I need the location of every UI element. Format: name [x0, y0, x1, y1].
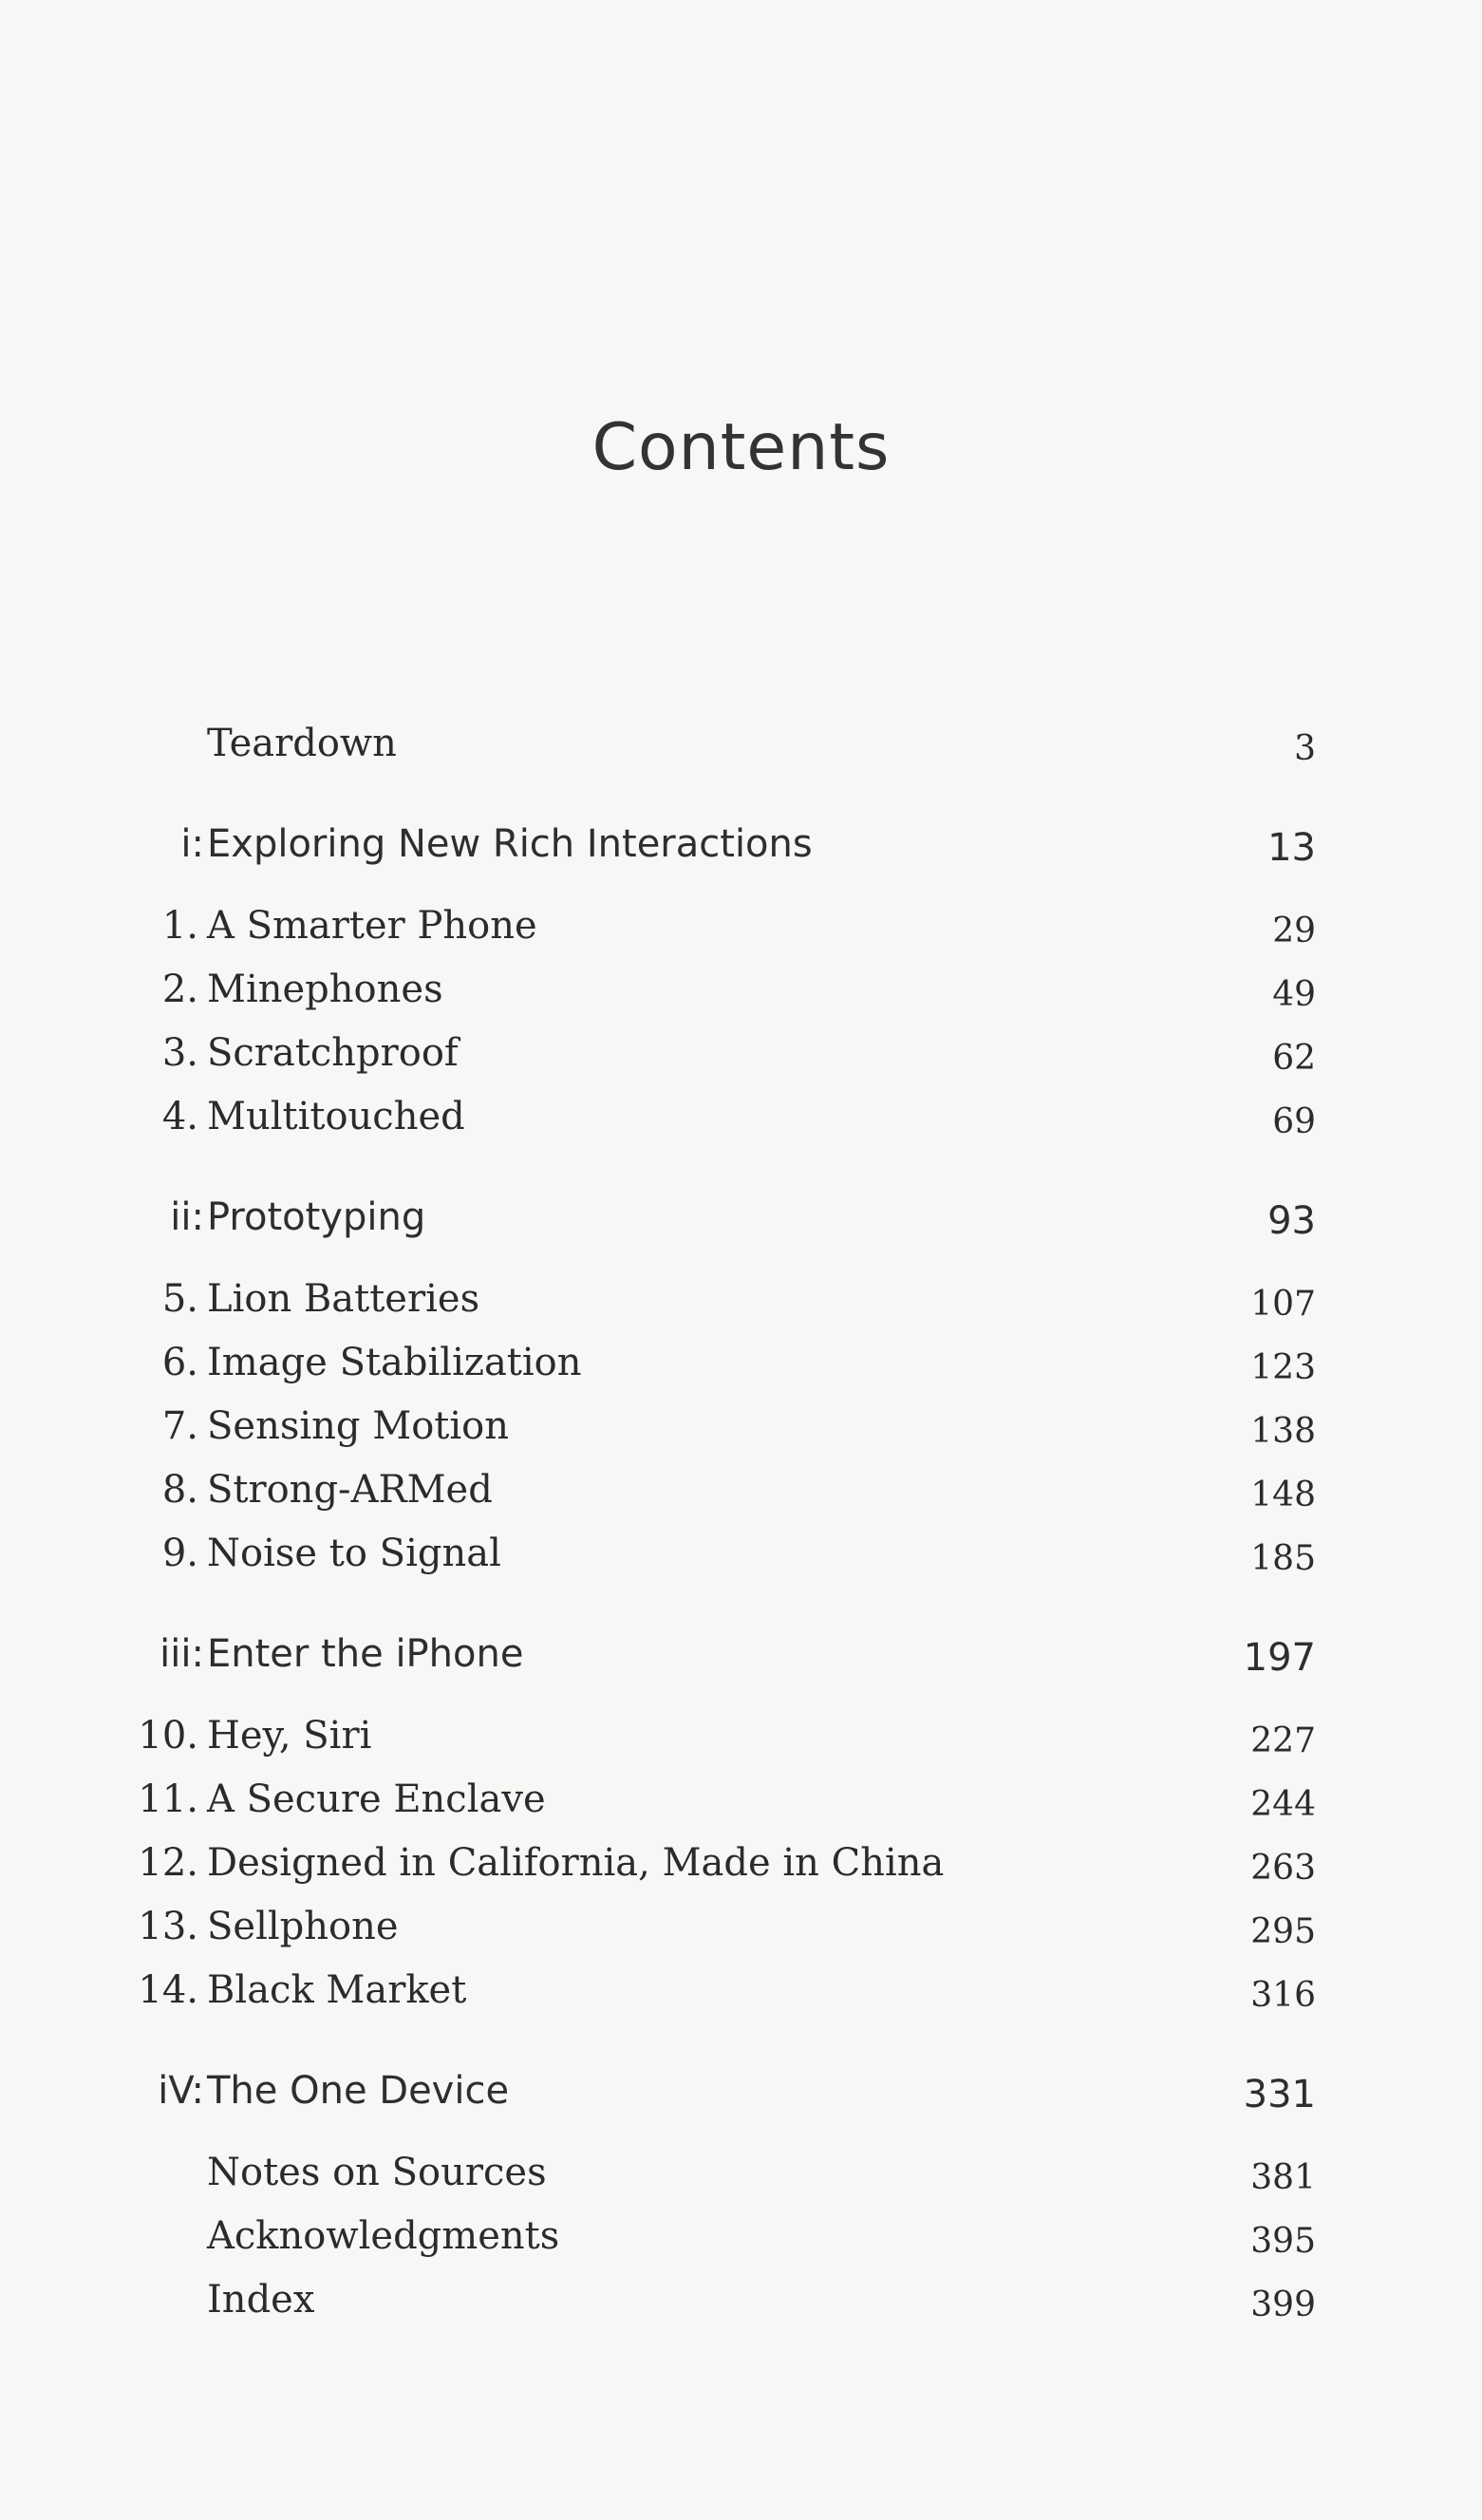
entry-title: A Smarter Phone — [207, 904, 537, 948]
part-number: ii: — [170, 1195, 204, 1239]
entry-page-number: 395 — [1250, 2222, 1316, 2261]
toc-entry — [0, 1714, 1482, 1771]
entry-page-number: 295 — [1250, 1912, 1316, 1951]
entry-page-number: 62 — [1272, 1039, 1316, 1078]
toc-entry — [0, 1095, 1482, 1152]
entry-title: Designed in California, Made in China — [207, 1841, 945, 1885]
entry-number: 14. — [138, 1968, 198, 2012]
part-title: Exploring New Rich Interactions — [207, 822, 813, 866]
toc-entry — [0, 1968, 1482, 2025]
entry-title: Sellphone — [207, 1905, 399, 1948]
toc-entry — [0, 968, 1482, 1025]
entry-page-number: 227 — [1250, 1721, 1316, 1760]
entry-number: 13. — [138, 1905, 198, 1948]
entry-title: Sensing Motion — [207, 1404, 509, 1448]
entry-number: 1. — [161, 904, 198, 948]
part-number: iii: — [159, 1632, 204, 1676]
toc-entry — [0, 1341, 1482, 1398]
entry-title: A Secure Enclave — [207, 1777, 546, 1821]
toc-entry — [0, 2214, 1482, 2271]
entry-number: 3. — [161, 1031, 198, 1075]
toc-entry — [0, 1404, 1482, 1461]
entry-number: 7. — [161, 1404, 198, 1448]
entry-title: Acknowledgments — [207, 2214, 560, 2258]
toc-entry — [0, 722, 1482, 779]
entry-number: 11. — [138, 1777, 198, 1821]
part-page-number: 197 — [1243, 1636, 1316, 1680]
entry-number: 6. — [161, 1341, 198, 1384]
toc-entry — [0, 1532, 1482, 1589]
entry-number: 5. — [161, 1277, 198, 1321]
entry-page-number: 148 — [1250, 1476, 1316, 1514]
entry-page-number: 29 — [1272, 912, 1316, 950]
entry-page-number: 123 — [1250, 1348, 1316, 1387]
toc-part-heading — [0, 1632, 1482, 1689]
toc-entry — [0, 2151, 1482, 2208]
entry-title: Image Stabilization — [207, 1341, 582, 1384]
part-page-number: 331 — [1243, 2073, 1316, 2116]
toc-entry — [0, 1031, 1482, 1088]
entry-title: Lion Batteries — [207, 1277, 480, 1321]
entry-page-number: 49 — [1272, 975, 1316, 1014]
toc-part-heading — [0, 1195, 1482, 1252]
toc-entry — [0, 904, 1482, 961]
part-title: The One Device — [207, 2069, 510, 2113]
toc-entry — [0, 1468, 1482, 1525]
entry-number: 10. — [138, 1714, 198, 1758]
part-page-number: 93 — [1267, 1199, 1316, 1243]
entry-title: Teardown — [207, 722, 397, 765]
toc-part-heading — [0, 2069, 1482, 2126]
entry-number: 8. — [161, 1468, 198, 1512]
entry-title: Scratchproof — [207, 1031, 459, 1075]
part-title: Prototyping — [207, 1195, 426, 1239]
toc-part-heading — [0, 822, 1482, 879]
entry-page-number: 3 — [1294, 729, 1316, 768]
entry-number: 4. — [161, 1095, 198, 1138]
entry-page-number: 107 — [1250, 1285, 1316, 1324]
entry-title: Black Market — [207, 1968, 467, 2012]
entry-page-number: 138 — [1250, 1412, 1316, 1451]
toc-entry — [0, 1841, 1482, 1898]
entry-title: Noise to Signal — [207, 1532, 501, 1575]
entry-title: Minephones — [207, 968, 443, 1011]
entry-title: Index — [207, 2278, 315, 2322]
toc-entry — [0, 2278, 1482, 2335]
entry-page-number: 185 — [1250, 1539, 1316, 1578]
entry-page-number: 381 — [1250, 2158, 1316, 2197]
entry-number: 9. — [161, 1532, 198, 1575]
part-number: iV: — [158, 2069, 204, 2113]
entry-title: Hey, Siri — [207, 1714, 372, 1758]
entry-title: Multitouched — [207, 1095, 465, 1138]
toc-entry — [0, 1277, 1482, 1334]
entry-title: Notes on Sources — [207, 2151, 547, 2194]
toc-entry — [0, 1905, 1482, 1962]
entry-page-number: 244 — [1250, 1785, 1316, 1824]
entry-page-number: 69 — [1272, 1102, 1316, 1141]
entry-page-number: 316 — [1250, 1976, 1316, 2015]
entry-page-number: 399 — [1250, 2285, 1316, 2324]
page-title: Contents — [591, 410, 891, 485]
toc-entry — [0, 1777, 1482, 1834]
part-number: i: — [180, 822, 204, 866]
entry-title: Strong-ARMed — [207, 1468, 493, 1512]
entry-page-number: 263 — [1250, 1849, 1316, 1888]
entry-number: 2. — [161, 968, 198, 1011]
part-page-number: 13 — [1267, 826, 1316, 870]
part-title: Enter the iPhone — [207, 1632, 524, 1676]
entry-number: 12. — [138, 1841, 198, 1885]
